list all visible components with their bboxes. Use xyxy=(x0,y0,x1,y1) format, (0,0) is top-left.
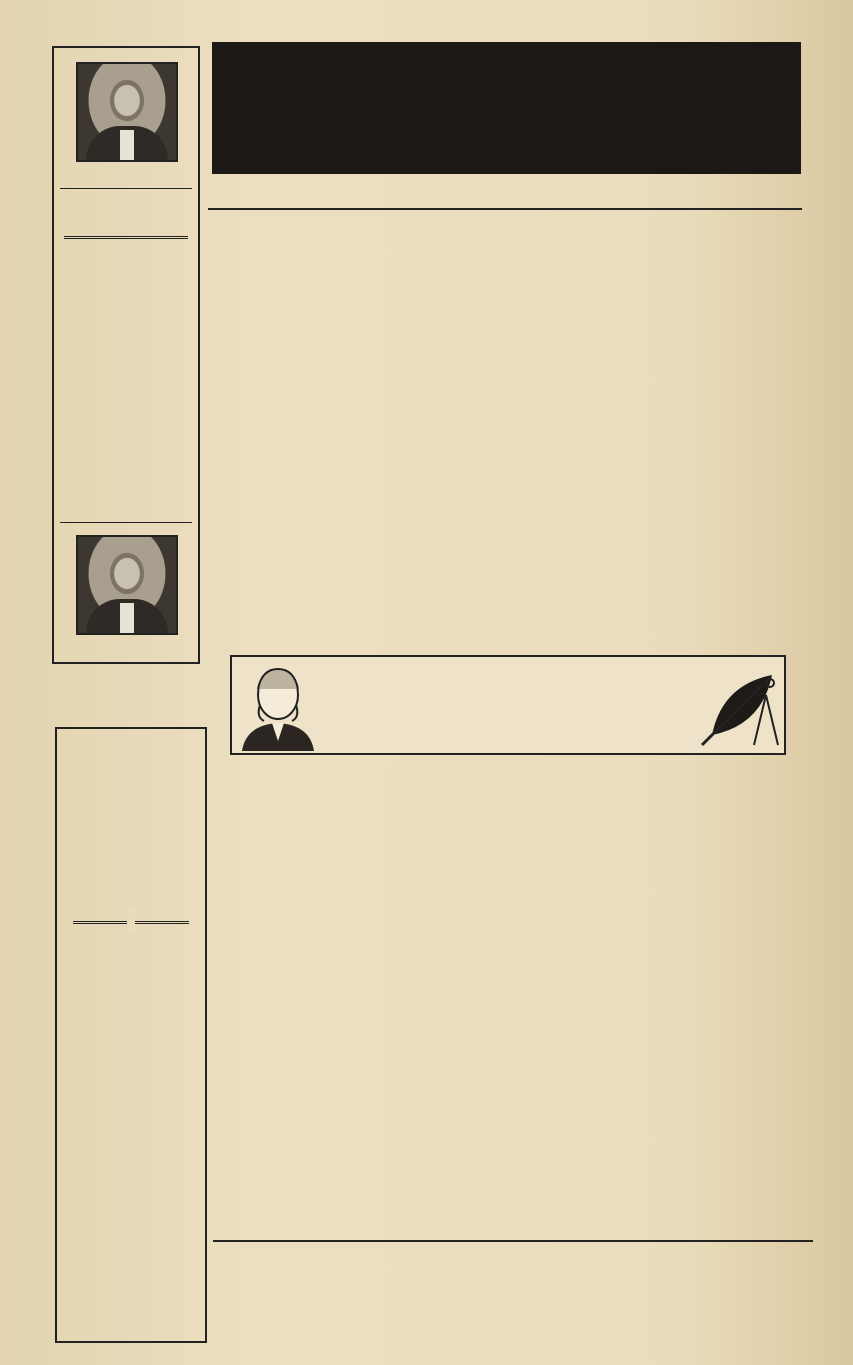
engraving-tools-icon xyxy=(692,665,786,749)
running-head xyxy=(208,184,802,210)
sutter-engraving-ad xyxy=(230,655,786,755)
garlick-funeral-ad xyxy=(212,42,801,174)
drayage-ad xyxy=(213,1240,813,1347)
foster-portrait xyxy=(76,535,178,635)
cordova-cafe-ad xyxy=(55,727,207,1343)
becker-foster-ad xyxy=(52,46,200,664)
becker-portrait xyxy=(76,62,178,162)
cordova-the-2 xyxy=(57,908,205,932)
sutter-portrait xyxy=(236,661,318,751)
cordova-the-2-text xyxy=(127,908,135,932)
